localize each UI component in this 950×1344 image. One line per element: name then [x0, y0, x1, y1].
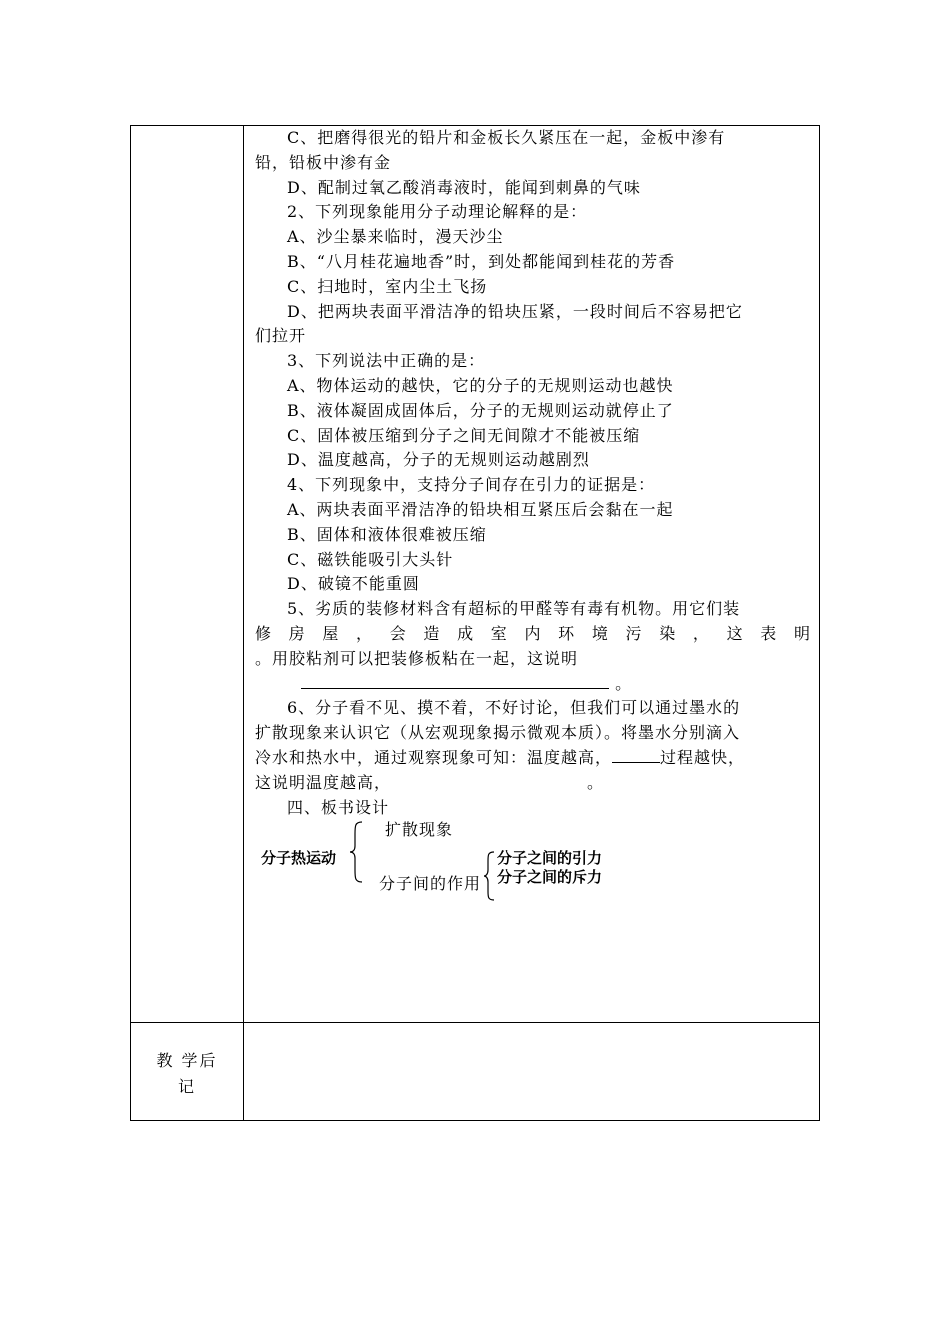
question-line: B、固体和液体很难被压缩 — [287, 524, 487, 544]
question-line: 2、下列现象能用分子动理论解释的是： — [287, 202, 588, 222]
question-line: B、“八月桂花遍地香”时，到处都能闻到桂花的芳香 — [287, 251, 676, 271]
question-line: 3、下列说法中正确的是： — [287, 351, 486, 371]
lesson-table — [130, 125, 820, 1121]
question-line: D、破镜不能重圆 — [287, 574, 420, 594]
diagram-grandchild: 分子之间的引力 — [497, 849, 603, 868]
answer-blank-line: 。 — [255, 672, 811, 697]
board-design-diagram — [255, 820, 811, 910]
question-line: 4、下列现象中，支持分子间存在引力的证据是： — [287, 475, 656, 495]
row-divider — [131, 1022, 819, 1023]
question-line: 5、劣质的装修材料含有超标的甲醛等有毒有机物。用它们装 — [287, 599, 741, 619]
diagram-child: 分子间的作用 — [379, 874, 482, 894]
question-line: 6、分子看不见、摸不着，不好讨论，但我们可以通过墨水的 — [287, 698, 741, 718]
content-cell — [255, 126, 811, 910]
question-line: 们拉开 — [255, 326, 307, 346]
question-line: A、沙尘暴来临时，漫天沙尘 — [287, 227, 504, 247]
question-line: C、把磨得很光的铅片和金板长久紧压在一起，金板中渗有 — [287, 128, 726, 147]
question-line: D、配制过氧乙酸消毒液时，能闻到刺鼻的气味 — [287, 177, 641, 197]
question-line: D、把两块表面平滑洁净的铅块压紧，一段时间后不容易把它 — [287, 301, 743, 321]
question-line: 扩散现象来认识它（从宏观现象揭示微观本质）。将墨水分别滴入 — [255, 723, 741, 743]
column-divider — [243, 126, 244, 1120]
question-line: 铅，铅板中渗有金 — [255, 152, 392, 172]
question-line: A、两块表面平滑洁净的铅块相互紧压后会黏在一起 — [287, 499, 674, 519]
question-line: D、温度越高，分子的无规则运动越剧烈 — [287, 450, 590, 470]
diagram-root: 分子热运动 — [261, 849, 337, 868]
section-heading: 四、板书设计 — [287, 797, 390, 817]
question-line: B、液体凝固成固体后，分子的无规则运动就停止了 — [287, 400, 674, 420]
question-line: 冷水和热水中，通过观察现象可知：温度越高， 过程越快， — [255, 747, 746, 767]
question-line: 这说明温度越高， 。 — [255, 772, 605, 792]
diagram-grandchild: 分子之间的斥力 — [497, 868, 603, 887]
reflection-label: 教 学后 记 — [156, 1051, 218, 1096]
question-line: 。用胶粘剂可以把装修板粘在一起，这说明 — [255, 648, 579, 668]
left-brace-icon — [483, 850, 495, 902]
answer-blank — [612, 746, 660, 763]
left-brace-icon — [349, 820, 363, 884]
diagram-child: 扩散现象 — [385, 820, 454, 840]
question-line: C、磁铁能吸引大头针 — [287, 549, 454, 569]
question-line: 修房屋，会造成室内环境污染，这表明 — [255, 623, 811, 643]
question-line: C、固体被压缩到分子之间无间隙才不能被压缩 — [287, 425, 641, 445]
question-line: C、扫地时，室内尘土飞扬 — [287, 276, 488, 296]
question-line: A、物体运动的越快，它的分子的无规则运动也越快 — [287, 375, 674, 395]
answer-blank — [301, 672, 609, 689]
